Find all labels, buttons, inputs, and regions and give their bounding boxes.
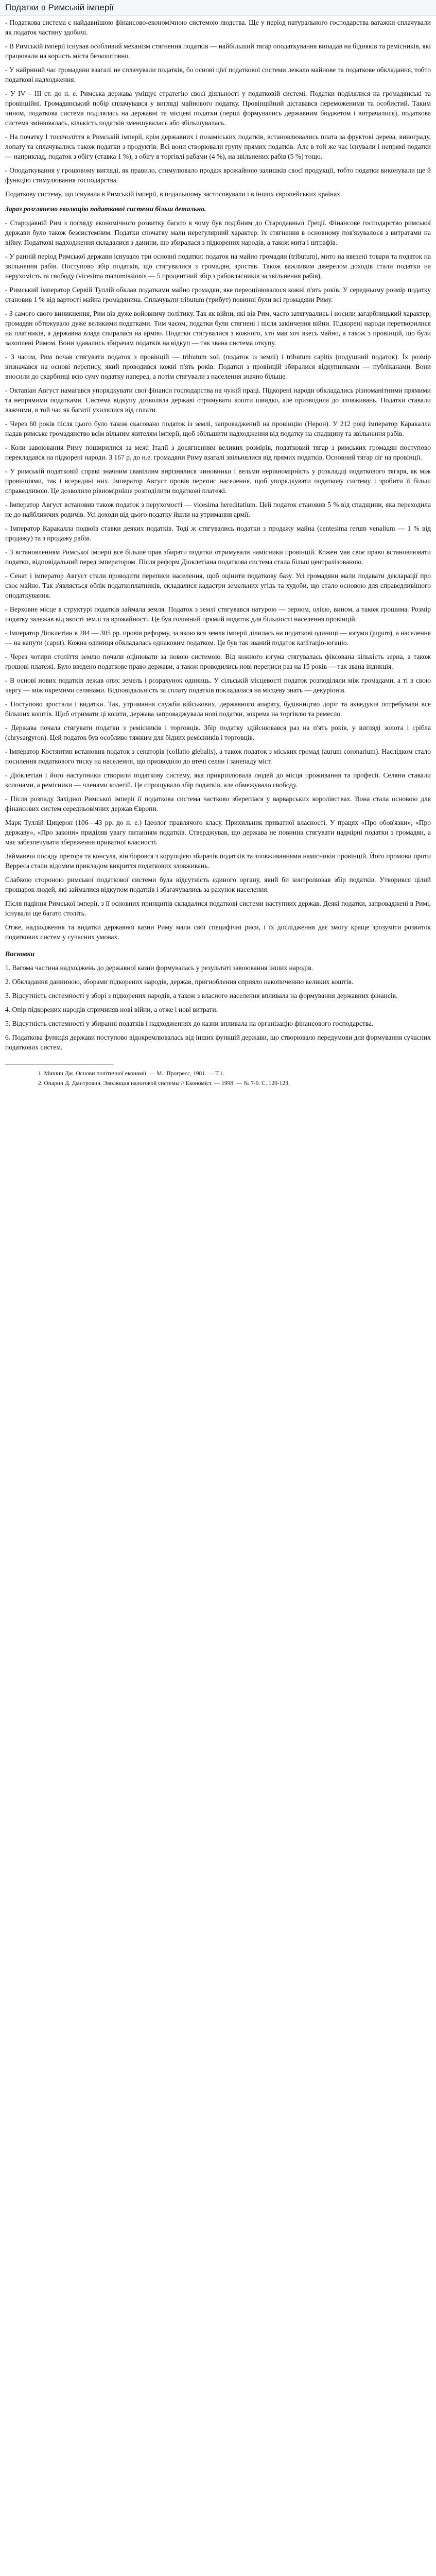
conclusion-item: 1. Вагома частина надходжень до державної казни формувалась у результаті завоювання інших народів.: [5, 964, 313, 972]
paragraph: Податкову систему, що існувала в Римській імперії, в подальшому застосовували і в інших європейських країнах.: [5, 190, 342, 198]
paragraph: - Верховне місце в структурі податків займала земля. Податок з землі стягувався натурою — зерном, олією, вином, а також грошима. Розмір податку залежав від якості землі та врожайності. Це був головний прямий податок для більшості населення провінцій.: [5, 605, 431, 623]
paragraph: - В Римській імперії існував особливий механізм стягнення податків — найбільший тягар оподаткування випадав на бідняків та ремісників, які працювали на користь міста безкоштовно.: [5, 42, 431, 60]
paragraph: Займаючи посаду претора та консула, він боровся з корупцією збирачів податків та зловживаннями намісників провінцій. Його промови проти Верреса стали відомим прикладом викриття податкових зловживань.: [5, 852, 431, 870]
paragraph: - Податкова система є найдавнішою фінансово-економічною системою людства. Ще у період натурального господарства ватажки сплачували як податок частину здобичі.: [5, 19, 431, 36]
section-title: Зараз розглянемо еволюцію податкової системи більш детально.: [5, 205, 206, 213]
paragraph: - Поступово зростали і видатки. Так, утримання служби військових, державного апарату, будівництво доріг та акведуків потребували все більших коштів. Щоб отримати ці кошти, держава запроваджувала нові податки, зокрема на торгівлю та ремесло.: [5, 700, 431, 718]
paragraph: - На початку І тисячоліття в Римській імперії, крім державних і позаміських податків, встановлювались плата за фруктові дерева, винограду, лопату та сплачувались також податки з продуктів. Всі вони створювали групу прямих податків. Але в той же час існували і непрямі податки — наприклад, податок з обігу (ставка 1 %), з обігу в торгівлі рабами (4 %), на звільнених рабів (5 %) тощо.: [5, 133, 431, 160]
paragraph: - Оподаткування у грошовому вигляді, як правило, стимулювало продаж врожайною залишків своєї продукції, тобто податки виконували ще й функцію стимулювання господарства.: [5, 166, 431, 184]
paragraph: - Сенат і імператор Август стали проводити переписи населення, щоб оцінити податкову базу. Усі громадяни мали подавати декларації про своє майно. Так з'являється облік податкоплатників, складалися кадастри земельних угідь та худоби, що стало основою для справедливішого оподаткування.: [5, 572, 431, 599]
paragraph: - З часом, Рим почав стягувати податок з провінцій — tributum soli (податок із землі) і tributum capitis (подушний податок). Їх розмір визначався на основі перепису, який проводився кожні п'ять років. Податки з провінцій збиралися відкупниками — публіканами. Вони вносили до скарбниці всю суму податку наперед, а потім стягували з населення значно більше.: [5, 353, 431, 380]
evolution-block: [5, 218, 431, 814]
paragraph: - Стародавній Рим з погляду економічного розвитку багато в чому був подібним до Стародавньої Греції. Фінансове господарство римської держави було також безсистемним. Податки спочатку мали нерегулярний характер: їх стягнення в основному пов'язувалося з витратами на війну. Податкові надходження складалися з данини, що збиралася з підкорених народів, а також мита і штрафів.: [5, 219, 431, 246]
paragraph: - У ранній період Римської держави існувало три основні податки: податок на майно громадян (tributum), мито на ввезені товари та податок на звільнення рабів. Поступово збір податків, що стягувалися з громадян, зростав. Також важливим джерелом доходів стали податки на нерухомість та свободу (vicesima manumissionis — 5 процентний збір з рабовласників за звільнення рабів).: [5, 252, 431, 280]
paragraph: - Після розпаду Західної Римської імперії її податкова система частково збереглася у варварських королівствах. Вона стала основою для фінансових систем середньовічних держав Європи.: [5, 795, 431, 812]
paragraph: - Через чотири століття землю почали оцінювати за новою системою. Від кожного югума стягувалась фіксована кількість зерна, а також грошові платежі. Було введено податкове право держави, а також проводились нові переписи раз на 15 років — так звана індикція.: [5, 653, 431, 670]
cicero-block: [5, 818, 431, 942]
paragraph: - Октавіан Август намагався упорядкувати свої фінанси господарства на чужій праці. Підкорені народи обкладались різноманітними прямими та непрямими податками. Система відкупу дозволяла державі отримувати кошти швидко, але призводила до зловживань. Податки ставали важчими, в той час як багатії ухилялися від сплати.: [5, 386, 431, 414]
paragraph: - Імператор Каракалла подвоїв ставки деяких податків. Тоді ж стягувались податки з продажу майна (centesima rerum venalium — 1 % від продажу) та з продажу рабів.: [5, 524, 431, 542]
paragraph: - У IV – III ст. до н. е. Римська держава уміщує стратегію своєї діяльності у податковій системі. Податки поділялися на громадянські та провінційні. Громадянський побір сплачувався у вигляді майнового податку. Провінційний діставався переможеними та особистий. Таким чином, податкова система поділялась на державні та місцеві податки (перші формувались державним бюджетом і витрачалися), податкова система змінювалась, кількість податків зменшувалась або збільшувалась.: [5, 90, 431, 127]
page-title: Податки в Римській імперії: [5, 3, 114, 12]
paragraph: - З самого свого виникнення, Рим вів дуже войовничу політику. Так як війни, які вів Рим, часто затягувались і носили загарбницький характер, громадян обтяжувало дуже великими податками. Тим часом, податки були стягнені і після закінчення війни. Підкорені народи перетворилися на платників, а державна влада спиралася на армію. Податки стягувалися з кожного, хто мав хоч якесь майно, а також з провінцій, що були захоплені Римом. Вони здавались збирачам податків на відкуп — так звана система откупу.: [5, 310, 431, 347]
title-bar: [0, 0, 436, 16]
paragraph: - Коли завоювання Риму поширилися за межі Італії з досягненням великих розмірів, податковий тягар з римських громадян поступово перекладався на підкорені народи. З 167 р. до н.е. громадяни Риму взагалі звільнялися від прямих податків. Основний тягар ліг на провінції.: [5, 444, 431, 461]
paragraph: - У римській податковій справі значним свавіллям вирізнялися чиновники і вельми нерівномірність у розкладці податкового тягаря, як між провінціями, так і всередині них. Імператор Август провів перепис населення, щоб упорядкувати податкову систему і зробити її більш справедливою. Це дозволило рівномірніше розподілити податкові платежі.: [5, 467, 431, 495]
intro-block: [5, 18, 431, 199]
paragraph: - Імператор Август встановив також податок з нерухомості — vicesima hereditatium. Цей податок становив 5 % від спадщини, яка переходила не до найближчих родичів. Усі доходи від цього податку йшли на утримання армії.: [5, 501, 431, 518]
paragraph: Марк Туллій Цицерон (106—43 рр. до н. е.) Ідеолог правлячого класу. Прихильник приватної власності. У працях «Про обов'язки», «Про державу», «Про закони» приділяв увагу питанням податків. Стверджував, що держава не повинна стягувати надмірні податки з громадян, а має забезпечувати збереження приватної власності.: [5, 819, 431, 846]
paragraph: - У найрнний час громадяни взагалі не сплачували податків, бо основі цієї податкової системи лежало майнове та податкове обкладання, тобто податкові надходження.: [5, 66, 431, 83]
conclusion-item: 4. Опір підкорених народів спричиняв нові війни, а отже і нові витрати.: [5, 1006, 218, 1013]
paragraph: - Через 60 років після цього було також скасовано податок із землі, запроваджений на провінцію (Нерон). У 212 році імператор Каракалла надав римське громадянство всім вільним жителям імперії, щоб збільшити надходження від податку на спадщину та звільнення рабів.: [5, 420, 431, 437]
paragraph: - Імператор Діоклетіан в 284 — 305 рр. провів реформу, за якою вся земля імперії ділилась на податкові одиниці — югуми (jugum), а населення — на капути (caput). Кожна одиниця обкладалась однаковим податком. Це був так званий податок капітаціо-югаціо.: [5, 629, 431, 647]
paragraph: Отже, надходження та видатки державної казни Риму мали свої специфічні риси, і їх дослідження дає змогу краще зрозуміти розвиток податкових систем у сучасних умовах.: [5, 923, 431, 941]
paragraph: Після падіння Римської імперії, з її основних принципів складалися податкові системи наступних держав. Деякі податки, запроваджені в Римі, існували ще багато століть.: [5, 900, 431, 917]
conclusions-title: Висновки: [5, 950, 35, 958]
conclusion-item: 6. Податкова функція держави поступово відокремлювалась від інших функцій держави, що створювало передумови для формування сучасних податкових систем.: [5, 1033, 431, 1051]
references-list: [5, 1070, 431, 1088]
document-body: [5, 18, 431, 1090]
paragraph: - Імператор Костянтин встановив податок з сенаторів (collatio glebalis), а також податок з міських громад (aurum coronarium). Наслідком стало посилення податкового тиску на населення, що призводило до втечі селян і занепаду міст.: [5, 748, 431, 765]
paragraph: - З встановленням Римської імперії все більше прав збирати податки отримували намісники провінцій. Кожен мав своє право встановлювати податки, відповідальний перед імператором. Після реформ Діоклетіана податкова система стала більш централізованою.: [5, 548, 431, 566]
paragraph: - Римський імператор Сервій Туллій обклав податками майно громадян, яке переоцінювалося кожні п'ять років. У середньому розмір податку становив 1 % від вартості майна громадянина. Сплачувати tributum (трибут) повинні були всі громадяни Риму.: [5, 286, 431, 303]
reference-item: 2. Опарин Д. Дмитрович. Эволюция налоговой системы // Економіст. — 1998. — № 7-9. С. 120-123.: [38, 1080, 290, 1087]
reference-item: 1. Мишин Дж. Основи політичної економії. — М.: Прогресс, 1981. — Т.1.: [38, 1071, 224, 1077]
paragraph: - Держава почала стягувати податки з ремісників і торговців. Збір податку здійснювався раз на п'ять років, у вигляді золота і срібла (chrysargyron). Цей податок був особливо тяжким для бідних ремісників і торговців.: [5, 724, 431, 741]
paragraph: - В основі нових податків лежав опис земель і розрахунок одиниць. У сільській місцевості податок розподіляли між громадами, а ті в свою чергу — між окремими селянами. Відповідальність за сплату податків покладалася на місцеву знать — декуріонів.: [5, 676, 431, 694]
paragraph: Слабкою стороною римської податкової системи була відсутність єдиного органу, який би контролював збір податків. Утворився цілий прошарок людей, які займалися відкупом податків і збагачувались за рахунок населення.: [5, 876, 431, 893]
conclusion-item: 3. Відсутність системності у зборі з підкорених народів, а також з власного населення впливала на формування державних фінансів.: [5, 992, 398, 999]
conclusions-list: [5, 963, 431, 1052]
paragraph: - Діоклетіан і його наступники створили податкову систему, яка прикріплювала людей до місця проживання та професії. Селяни ставали колонами, а ремісники — членами колегій. Це спрощувало збір податків, але обмежувало свободу.: [5, 771, 431, 789]
footnote-separator: [5, 1064, 113, 1065]
conclusion-item: 5. Відсутність системності у збиранні податків і надходженнях до казни впливала на організацію фінансового господарства.: [5, 1020, 374, 1027]
conclusion-item: 2. Обкладання данниною, зборами підкорених народів, держав, пригноблення сприяло накопиченню великих коштів.: [5, 978, 354, 986]
